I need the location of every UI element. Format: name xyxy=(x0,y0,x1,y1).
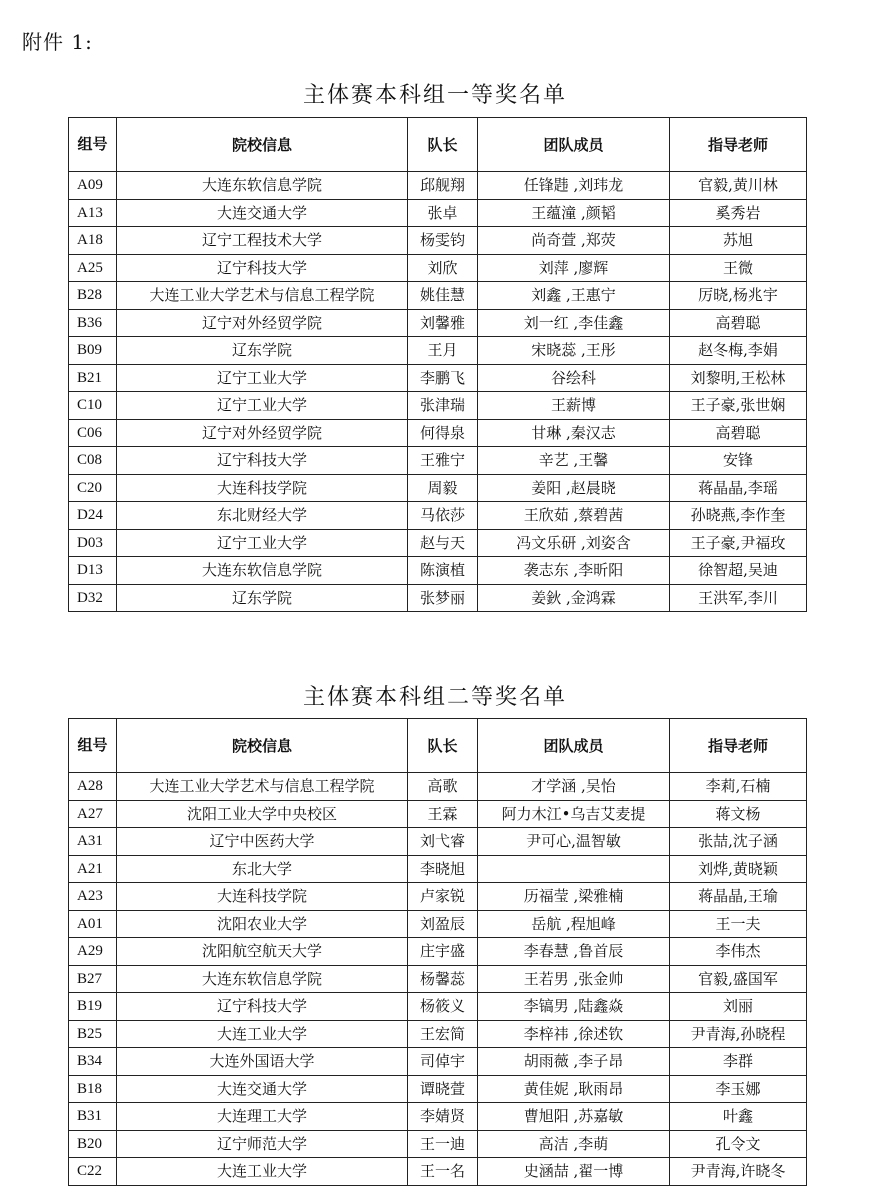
cell-members: 姜鈥 ,金鸿霖 xyxy=(478,584,670,612)
header-captain: 队长 xyxy=(408,118,478,172)
cell-school: 大连科技学院 xyxy=(117,474,408,502)
cell-group-id: A25 xyxy=(69,254,117,282)
cell-captain: 王雅宁 xyxy=(408,447,478,475)
cell-advisor: 安锋 xyxy=(670,447,807,475)
cell-captain: 张卓 xyxy=(408,199,478,227)
cell-school: 东北财经大学 xyxy=(117,502,408,530)
cell-group-id: D24 xyxy=(69,502,117,530)
header-group-id: 组号 xyxy=(69,118,117,172)
cell-school: 大连东软信息学院 xyxy=(117,172,408,200)
cell-school: 辽宁工业大学 xyxy=(117,364,408,392)
table-row xyxy=(69,199,807,227)
cell-group-id: A18 xyxy=(69,227,117,255)
cell-captain: 高歌 xyxy=(408,773,478,801)
table-row xyxy=(69,965,807,993)
cell-advisor: 王洪军,李川 xyxy=(670,584,807,612)
header-advisor: 指导老师 xyxy=(670,719,807,773)
cell-group-id: B31 xyxy=(69,1103,117,1131)
table-row xyxy=(69,1075,807,1103)
cell-school: 沈阳航空航天大学 xyxy=(117,938,408,966)
cell-captain: 刘弋睿 xyxy=(408,828,478,856)
cell-school: 辽宁工业大学 xyxy=(117,392,408,420)
cell-members: 历福莹 ,梁雅楠 xyxy=(478,883,670,911)
cell-advisor: 官毅,盛国军 xyxy=(670,965,807,993)
cell-captain: 刘欣 xyxy=(408,254,478,282)
cell-group-id: B19 xyxy=(69,993,117,1021)
cell-school: 沈阳农业大学 xyxy=(117,910,408,938)
cell-school: 辽宁科技大学 xyxy=(117,993,408,1021)
cell-captain: 卢家锐 xyxy=(408,883,478,911)
cell-school: 大连东软信息学院 xyxy=(117,557,408,585)
cell-members: 刘一红 ,李佳鑫 xyxy=(478,309,670,337)
cell-members: 刘鑫 ,王惠宁 xyxy=(478,282,670,310)
table-row xyxy=(69,502,807,530)
cell-group-id: B21 xyxy=(69,364,117,392)
cell-school: 大连东软信息学院 xyxy=(117,965,408,993)
cell-advisor: 刘丽 xyxy=(670,993,807,1021)
first-prize-title: 主体赛本科组一等奖名单 xyxy=(302,83,567,108)
table-row xyxy=(69,1158,807,1186)
cell-group-id: A23 xyxy=(69,883,117,911)
cell-members xyxy=(478,855,670,883)
table-row xyxy=(69,883,807,911)
table-row xyxy=(69,773,807,801)
cell-members: 尚奇萱 ,郑荧 xyxy=(478,227,670,255)
cell-advisor: 徐智超,吴迪 xyxy=(670,557,807,585)
cell-captain: 李婧贤 xyxy=(408,1103,478,1131)
cell-school: 东北大学 xyxy=(117,855,408,883)
cell-group-id: B18 xyxy=(69,1075,117,1103)
cell-group-id: B28 xyxy=(69,282,117,310)
cell-captain: 刘馨雅 xyxy=(408,309,478,337)
cell-advisor: 厉晓,杨兆宇 xyxy=(670,282,807,310)
first-prize-table xyxy=(68,117,807,612)
cell-members: 黄佳妮 ,耿雨昂 xyxy=(478,1075,670,1103)
cell-group-id: A28 xyxy=(69,773,117,801)
cell-group-id: C08 xyxy=(69,447,117,475)
cell-members: 王若男 ,张金帅 xyxy=(478,965,670,993)
table-row xyxy=(69,172,807,200)
table-row xyxy=(69,337,807,365)
cell-captain: 马依莎 xyxy=(408,502,478,530)
cell-advisor: 王微 xyxy=(670,254,807,282)
cell-members: 尹可心,温智敏 xyxy=(478,828,670,856)
cell-members: 阿力木江•乌吉艾麦提 xyxy=(478,800,670,828)
header-members: 团队成员 xyxy=(478,719,670,773)
cell-members: 王蕴潼 ,颜韬 xyxy=(478,199,670,227)
cell-captain: 刘盈辰 xyxy=(408,910,478,938)
cell-advisor: 王子豪,尹福玫 xyxy=(670,529,807,557)
table-row xyxy=(69,282,807,310)
cell-advisor: 孙晓燕,李作奎 xyxy=(670,502,807,530)
attachment-label: 附件 1: xyxy=(22,30,93,54)
cell-captain: 庄宇盛 xyxy=(408,938,478,966)
cell-captain: 杨筱义 xyxy=(408,993,478,1021)
table-row xyxy=(69,828,807,856)
cell-members: 袭志东 ,李昕阳 xyxy=(478,557,670,585)
second-prize-table xyxy=(68,718,807,1186)
cell-group-id: B09 xyxy=(69,337,117,365)
cell-advisor: 李伟杰 xyxy=(670,938,807,966)
cell-captain: 王宏简 xyxy=(408,1020,478,1048)
cell-group-id: D03 xyxy=(69,529,117,557)
cell-members: 李镐男 ,陆鑫焱 xyxy=(478,993,670,1021)
cell-school: 辽宁中医药大学 xyxy=(117,828,408,856)
cell-school: 辽宁对外经贸学院 xyxy=(117,309,408,337)
cell-group-id: A27 xyxy=(69,800,117,828)
cell-advisor: 王子豪,张世娴 xyxy=(670,392,807,420)
cell-captain: 张梦丽 xyxy=(408,584,478,612)
cell-captain: 谭晓萱 xyxy=(408,1075,478,1103)
second-prize-title: 主体赛本科组二等奖名单 xyxy=(302,685,567,710)
cell-advisor: 高碧聪 xyxy=(670,419,807,447)
cell-advisor: 官毅,黄川林 xyxy=(670,172,807,200)
table-row xyxy=(69,529,807,557)
cell-members: 史涵喆 ,翟一博 xyxy=(478,1158,670,1186)
cell-advisor: 尹青海,许晓冬 xyxy=(670,1158,807,1186)
cell-group-id: D32 xyxy=(69,584,117,612)
cell-group-id: A13 xyxy=(69,199,117,227)
cell-school: 大连理工大学 xyxy=(117,1103,408,1131)
table-row xyxy=(69,227,807,255)
cell-advisor: 叶鑫 xyxy=(670,1103,807,1131)
cell-advisor: 蒋晶晶,王瑜 xyxy=(670,883,807,911)
cell-captain: 司倬宇 xyxy=(408,1048,478,1076)
table-row xyxy=(69,364,807,392)
cell-group-id: A01 xyxy=(69,910,117,938)
cell-school: 辽宁工业大学 xyxy=(117,529,408,557)
cell-group-id: A09 xyxy=(69,172,117,200)
cell-members: 胡雨薇 ,李子昂 xyxy=(478,1048,670,1076)
cell-group-id: C22 xyxy=(69,1158,117,1186)
cell-members: 姜阳 ,赵晨晓 xyxy=(478,474,670,502)
cell-advisor: 李莉,石楠 xyxy=(670,773,807,801)
cell-group-id: B34 xyxy=(69,1048,117,1076)
cell-members: 李梓祎 ,徐述钦 xyxy=(478,1020,670,1048)
table-header-row xyxy=(69,719,807,773)
table-row xyxy=(69,938,807,966)
cell-advisor: 张喆,沈子涵 xyxy=(670,828,807,856)
table-row xyxy=(69,392,807,420)
cell-advisor: 刘黎明,王松林 xyxy=(670,364,807,392)
cell-advisor: 王一夫 xyxy=(670,910,807,938)
cell-captain: 李晓旭 xyxy=(408,855,478,883)
cell-captain: 王一名 xyxy=(408,1158,478,1186)
cell-members: 岳航 ,程旭峰 xyxy=(478,910,670,938)
cell-captain: 张津瑞 xyxy=(408,392,478,420)
header-group-id: 组号 xyxy=(69,719,117,773)
cell-school: 大连工业大学 xyxy=(117,1020,408,1048)
cell-captain: 王月 xyxy=(408,337,478,365)
table-row xyxy=(69,254,807,282)
cell-group-id: A21 xyxy=(69,855,117,883)
table-row xyxy=(69,419,807,447)
cell-school: 辽东学院 xyxy=(117,337,408,365)
table-row xyxy=(69,309,807,337)
cell-school: 大连工业大学 xyxy=(117,1158,408,1186)
cell-group-id: B27 xyxy=(69,965,117,993)
cell-school: 辽宁对外经贸学院 xyxy=(117,419,408,447)
header-advisor: 指导老师 xyxy=(670,118,807,172)
cell-captain: 杨馨蕊 xyxy=(408,965,478,993)
cell-group-id: A31 xyxy=(69,828,117,856)
cell-members: 王薪博 xyxy=(478,392,670,420)
cell-school: 辽宁工程技术大学 xyxy=(117,227,408,255)
header-captain: 队长 xyxy=(408,719,478,773)
table-row xyxy=(69,447,807,475)
cell-group-id: B25 xyxy=(69,1020,117,1048)
cell-group-id: C06 xyxy=(69,419,117,447)
cell-members: 李春慧 ,鲁首辰 xyxy=(478,938,670,966)
cell-advisor: 李玉娜 xyxy=(670,1075,807,1103)
cell-captain: 周毅 xyxy=(408,474,478,502)
table-row xyxy=(69,557,807,585)
cell-group-id: C20 xyxy=(69,474,117,502)
cell-group-id: A29 xyxy=(69,938,117,966)
cell-school: 辽宁师范大学 xyxy=(117,1130,408,1158)
cell-group-id: C10 xyxy=(69,392,117,420)
table-row xyxy=(69,1048,807,1076)
cell-advisor: 刘烨,黄晓颖 xyxy=(670,855,807,883)
cell-group-id: B36 xyxy=(69,309,117,337)
cell-captain: 陈演植 xyxy=(408,557,478,585)
cell-advisor: 苏旭 xyxy=(670,227,807,255)
cell-school: 大连科技学院 xyxy=(117,883,408,911)
cell-advisor: 尹青海,孙晓程 xyxy=(670,1020,807,1048)
cell-members: 谷绘科 xyxy=(478,364,670,392)
cell-captain: 姚佳慧 xyxy=(408,282,478,310)
cell-members: 辛艺 ,王馨 xyxy=(478,447,670,475)
table-header-row xyxy=(69,118,807,172)
cell-school: 大连外国语大学 xyxy=(117,1048,408,1076)
cell-members: 王欣茹 ,蔡碧茜 xyxy=(478,502,670,530)
cell-school: 大连工业大学艺术与信息工程学院 xyxy=(117,282,408,310)
cell-school: 大连工业大学艺术与信息工程学院 xyxy=(117,773,408,801)
header-school: 院校信息 xyxy=(117,118,408,172)
cell-members: 甘琳 ,秦汉志 xyxy=(478,419,670,447)
cell-advisor: 蒋文杨 xyxy=(670,800,807,828)
cell-group-id: D13 xyxy=(69,557,117,585)
cell-advisor: 孔令文 xyxy=(670,1130,807,1158)
cell-members: 冯文乐研 ,刘姿含 xyxy=(478,529,670,557)
cell-school: 辽宁科技大学 xyxy=(117,447,408,475)
cell-captain: 王一迪 xyxy=(408,1130,478,1158)
cell-captain: 李鹏飞 xyxy=(408,364,478,392)
table-row xyxy=(69,1020,807,1048)
cell-members: 高洁 ,李萌 xyxy=(478,1130,670,1158)
cell-members: 曹旭阳 ,苏嘉敏 xyxy=(478,1103,670,1131)
cell-members: 任锋韪 ,刘玮龙 xyxy=(478,172,670,200)
header-school: 院校信息 xyxy=(117,719,408,773)
cell-captain: 王霖 xyxy=(408,800,478,828)
cell-captain: 何得泉 xyxy=(408,419,478,447)
cell-advisor: 高碧聪 xyxy=(670,309,807,337)
cell-members: 刘萍 ,廖辉 xyxy=(478,254,670,282)
table-row xyxy=(69,474,807,502)
cell-members: 才学涵 ,吴怡 xyxy=(478,773,670,801)
cell-advisor: 李群 xyxy=(670,1048,807,1076)
cell-school: 辽宁科技大学 xyxy=(117,254,408,282)
cell-school: 大连交通大学 xyxy=(117,199,408,227)
cell-school: 沈阳工业大学中央校区 xyxy=(117,800,408,828)
cell-captain: 杨雯钧 xyxy=(408,227,478,255)
cell-advisor: 赵冬梅,李娟 xyxy=(670,337,807,365)
cell-members: 宋晓蕊 ,王彤 xyxy=(478,337,670,365)
table-row xyxy=(69,584,807,612)
cell-group-id: B20 xyxy=(69,1130,117,1158)
cell-captain: 赵与天 xyxy=(408,529,478,557)
table-row xyxy=(69,993,807,1021)
table-row xyxy=(69,800,807,828)
cell-advisor: 奚秀岩 xyxy=(670,199,807,227)
cell-advisor: 蒋晶晶,李瑶 xyxy=(670,474,807,502)
header-members: 团队成员 xyxy=(478,118,670,172)
cell-school: 辽东学院 xyxy=(117,584,408,612)
table-row xyxy=(69,1130,807,1158)
table-row xyxy=(69,1103,807,1131)
cell-school: 大连交通大学 xyxy=(117,1075,408,1103)
table-row xyxy=(69,910,807,938)
cell-captain: 邱舰翔 xyxy=(408,172,478,200)
table-row xyxy=(69,855,807,883)
